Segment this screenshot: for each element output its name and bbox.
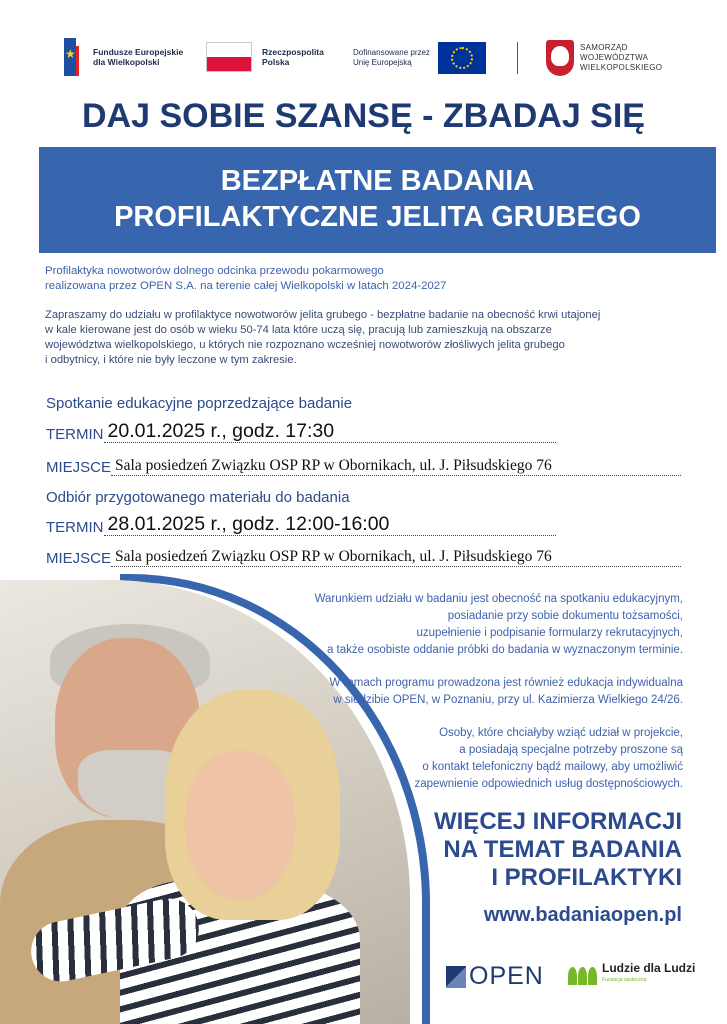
banner-line-1: BEZPŁATNE BADANIA [220, 165, 535, 197]
headline: DAJ SOBIE SZANSĘ - ZBADAJ SIĘ [82, 97, 645, 135]
section2-miejsce-row [46, 548, 681, 567]
open-mark-icon [446, 966, 466, 988]
section1-termin-row [46, 420, 556, 443]
miejsce-value: Sala posiedzeń Związku OSP RP w Obornikach, ul. J. Piłsudskiego 76 [115, 457, 552, 474]
logo-divider [517, 42, 518, 74]
fe-mark-icon: ★ [64, 38, 88, 76]
termin-value: 28.01.2025 r., godz. 12:00-16:00 [107, 513, 390, 535]
section2-title: Odbiór przygotowanego materiału do badania [46, 489, 350, 506]
section1-title: Spotkanie edukacyjne poprzedzające badanie [46, 395, 353, 412]
ldl-logo-text: Ludzie dla Ludzi [602, 961, 696, 975]
intro-text [45, 264, 685, 294]
title-banner [39, 147, 716, 253]
partner-logos [446, 962, 706, 992]
miejsce-label: MIEJSCE [46, 459, 112, 476]
description-text [45, 308, 685, 368]
miejsce-fill [111, 548, 681, 567]
eu-text-line1: Dofinansowane przez [353, 48, 430, 57]
termin-label: TERMIN [46, 426, 104, 443]
condition-line: a także osobiste oddanie próbki do badania w wyznaczonym terminie. [326, 644, 683, 656]
intro-line: realizowana przez OPEN S.A. na terenie całej Wielkopolski w latach 2024-2027 [45, 280, 447, 292]
description-line: w kale kierowane jest do osób w wieku 50-74 lata które uczą się, pracują lub zamieszkują na obszarze [45, 324, 552, 336]
condition-line: o kontakt telefoniczny bądź mailowy, aby umożliwić [422, 761, 683, 773]
conditions-text [273, 591, 683, 793]
description-line: i odbytnicy, i które nie były leczone w tym zakresie. [45, 354, 297, 366]
description-line: województwa wielkopolskiego, u których nie rozpoznano wcześniej nowotworów złośliwych jelita grubego [45, 339, 565, 351]
ludzie-dla-ludzi-logo [568, 962, 695, 986]
more-info-line: WIĘCEJ INFORMACJI [433, 808, 682, 835]
more-info-line: I PROFILAKTYKI [491, 864, 682, 891]
pl-text-line2: Polska [262, 57, 290, 67]
condition-line: W ramach programu prowadzona jest również edukacja indywidualna [329, 677, 683, 689]
eagle-shield-icon [546, 40, 574, 76]
fe-text-line1: Fundusze Europejskie [93, 47, 184, 57]
polish-flag-icon [206, 42, 252, 72]
open-logo-text: OPEN [469, 962, 544, 990]
rzeczpospolita-logo [206, 42, 324, 72]
condition-line: w siedzibie OPEN, w Poznaniu, przy ul. Kazimierza Wielkiego 24/26. [333, 694, 683, 706]
miejsce-label: MIEJSCE [46, 550, 112, 567]
condition-line: uzupełnienie i podpisanie formularzy rekrutacyjnych, [416, 627, 683, 639]
ldl-logo-subtext: Fundacja społeczna [602, 977, 647, 983]
miejsce-value: Sala posiedzeń Związku OSP RP w Obornikach, ul. J. Piłsudskiego 76 [115, 548, 552, 565]
fe-text-line2: dla Wielkopolski [93, 57, 160, 67]
termin-label: TERMIN [46, 519, 104, 536]
wlkp-text-line3: WIELKOPOLSKIEGO [580, 63, 663, 72]
condition-line: Osoby, które chciałyby wziąć udział w projekcie, [439, 727, 683, 739]
samorzad-wielkopolski-logo [546, 40, 662, 76]
termin-value: 20.01.2025 r., godz. 17:30 [107, 420, 335, 442]
termin-fill [104, 420, 556, 443]
eu-logo [348, 42, 486, 74]
intro-line: Profilaktyka nowotworów dolnego odcinka przewodu pokarmowego [45, 265, 384, 277]
condition-line: posiadanie przy sobie dokumentu tożsamości, [447, 610, 683, 622]
termin-fill [104, 513, 556, 536]
eu-flag-icon [438, 42, 486, 74]
banner-line-2: PROFILAKTYCZNE JELITA GRUBEGO [114, 201, 641, 233]
description-line: Zapraszamy do udziału w profilaktyce nowotworów jelita grubego - bezpłatne badanie na obecność krwi utajonej [45, 309, 601, 321]
open-logo [446, 962, 544, 991]
condition-line: Warunkiem udziału w badaniu jest obecność na spotkaniu edukacyjnym, [314, 593, 683, 605]
more-info-heading [434, 808, 682, 892]
more-info-line: NA TEMAT BADANIA [443, 836, 682, 863]
ldl-mark-icon [568, 963, 598, 985]
wlkp-text-line1: SAMORZĄD [580, 43, 628, 52]
pl-text-line1: Rzeczpospolita [262, 47, 324, 57]
condition-line: zapewnienie odpowiednich usług dostępnościowych. [414, 778, 683, 790]
condition-line: a posiadają specjalne potrzeby proszone są [459, 744, 683, 756]
logos-header [0, 36, 727, 80]
wlkp-text-line2: WOJEWÓDZTWA [580, 53, 649, 62]
website-link[interactable]: www.badaniaopen.pl [483, 904, 682, 926]
section2-termin-row [46, 513, 556, 536]
miejsce-fill [111, 457, 681, 476]
section1-miejsce-row [46, 457, 681, 476]
eu-text-line2: Unię Europejską [353, 58, 412, 67]
fundusze-europejskie-logo [64, 38, 183, 76]
